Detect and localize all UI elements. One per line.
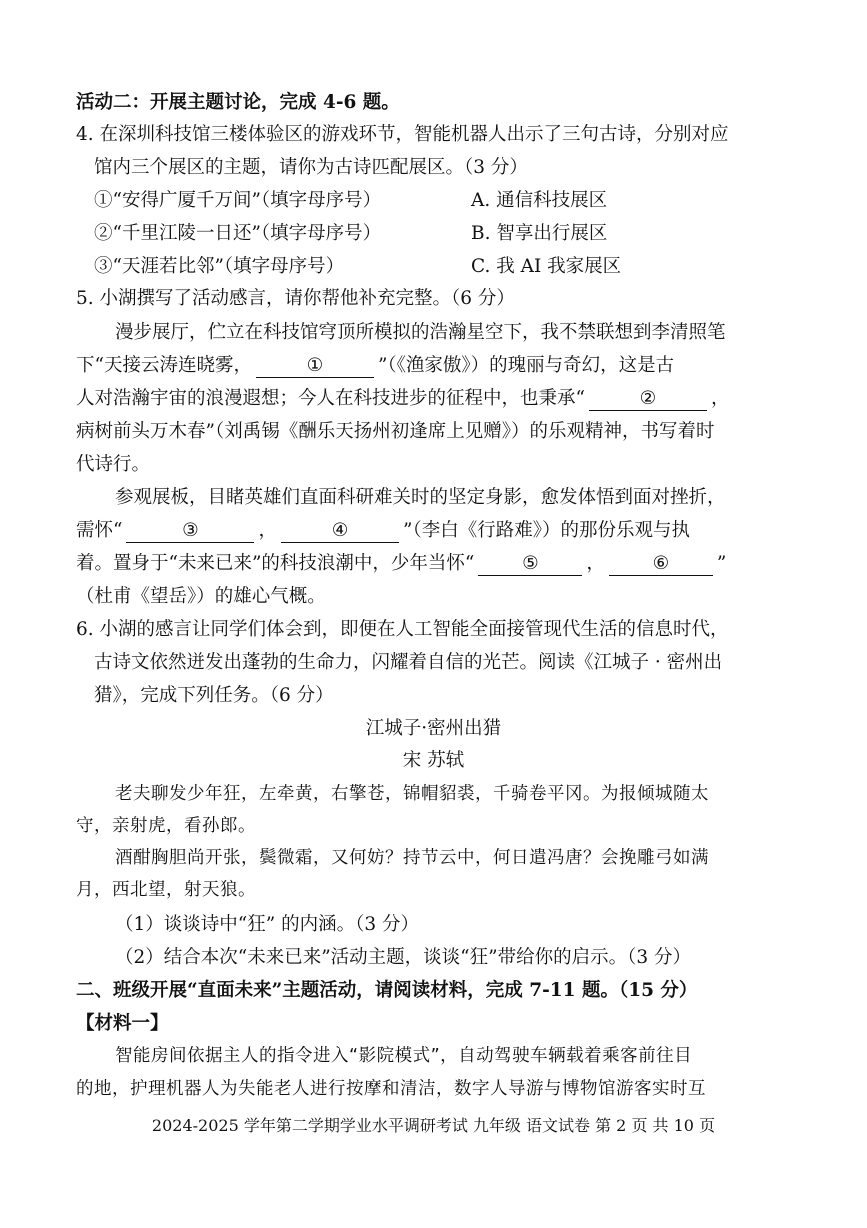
q5-para2-line1: 参观展板，目睹英雄们直面科研难关时的坚定身影，愈发体悟到面对挫折，: [115, 487, 726, 508]
poem-author: 宋 苏轼: [402, 750, 465, 771]
fill-blank-5[interactable]: ⑤: [478, 555, 582, 576]
q4-poem-3: ③“天涯若比邻”（填字母序号）: [94, 256, 345, 277]
poem-line-2: 守，亲射虎，看孙郎。: [76, 816, 256, 836]
q5-para1-line2: [76, 357, 674, 378]
q5-text: ，: [258, 520, 277, 541]
q5-text: ”（李白《行路难》）的那份乐观与执: [402, 520, 690, 541]
material-one-line-2: 的地，护理机器人为失能老人进行按摩和清洁，数字人导游与博物馆游客实时互: [76, 1079, 706, 1099]
q5-text: ”（《渔家傲》）的瑰丽与奇幻，这是古: [377, 355, 675, 376]
q6-task-1: （1）谈谈诗中“狂” 的内涵。（3 分）: [115, 914, 419, 935]
poem-line-3: 酒酣胸胆尚开张，鬓微霜，又何妨？持节云中，何日遣冯唐？会挽雕弓如满: [115, 848, 709, 868]
q5-para1-line3: [76, 390, 729, 411]
material-one-line-1: 智能房间依据主人的指令进入“影院模式”，自动驾驶车辆载着乘客前往目: [115, 1046, 693, 1066]
q4-option-a: A. 通信科技展区: [471, 190, 608, 211]
question-6-line-1: 6. 小湖的感言让同学们体会到，即便在人工智能全面接管现代生活的信息时代，: [76, 619, 729, 640]
fill-blank-4[interactable]: ④: [281, 522, 399, 543]
q5-para1-line5: 代诗行。: [76, 454, 151, 475]
poem-line-1: 老夫聊发少年狂，左牵黄，右擎苍，锦帽貂裘，千骑卷平冈。为报倾城随太: [115, 784, 709, 804]
q4-option-b: B. 智享出行展区: [471, 223, 608, 244]
question-5-title: 5. 小湖撰写了活动感言，请你帮他补充完整。（6 分）: [76, 288, 515, 309]
section-two-heading: 二、班级开展“直面未来”主题活动，请阅读材料，完成 7-11 题。（15 分）: [76, 980, 698, 1001]
fill-blank-3[interactable]: ③: [126, 522, 254, 543]
material-one-label: 【材料一】: [76, 1013, 169, 1034]
q4-poem-2: ②“千里江陵一日还”（填字母序号）: [94, 223, 382, 244]
q5-text: ，: [586, 553, 605, 574]
q5-para2-line3: [76, 555, 726, 576]
q5-text: ”: [716, 553, 727, 574]
q5-para1-line4: 病树前头万木春”（刘禹锡《酬乐天扬州初逢席上见赠》）的乐观精神，书写着时: [76, 421, 715, 442]
q4-option-c: C. 我 AI 我家展区: [471, 256, 622, 277]
q6-task-2: （2）结合本次“未来已来”活动主题，谈谈“狂”带给你的启示。（3 分）: [115, 947, 692, 968]
q5-text: 下“天接云涛连晓雾，: [76, 355, 252, 376]
q5-para1-line1: 漫步展厅，伫立在科技馆穹顶所模拟的浩瀚星空下，我不禁联想到李清照笔: [115, 322, 726, 343]
q5-text: 着。置身于“未来已来”的科技浪潮中，少年当怀“: [76, 553, 475, 574]
fill-blank-2[interactable]: ②: [589, 390, 707, 411]
q4-poem-1: ①“安得广厦千万间”（填字母序号）: [94, 190, 382, 211]
q5-text: ，: [710, 388, 730, 409]
poem-title: 江城子·密州出猎: [365, 718, 502, 739]
q5-text: 需怀“: [76, 520, 123, 541]
fill-blank-1[interactable]: ①: [256, 357, 374, 378]
fill-blank-6[interactable]: ⑥: [609, 555, 713, 576]
question-4-line-2: 馆内三个展区的主题，请你为古诗匹配展区。（3 分）: [94, 157, 528, 178]
activity-two-heading: 活动二：开展主题讨论，完成 4-6 题。: [76, 92, 400, 113]
poem-line-4: 月，西北望，射天狼。: [76, 880, 256, 900]
question-4-line-1: 4. 在深圳科技馆三楼体验区的游戏环节，智能机器人出示了三句古诗，分别对应: [76, 124, 729, 145]
page-footer: 2024-2025 学年第二学期学业水平调研考试 九年级 语文试卷 第 2 页 共 10 页: [151, 1116, 716, 1135]
q5-text: 人对浩瀚宇宙的浪漫遐想；今人在科技进步的征程中，也秉承“: [76, 388, 585, 409]
question-6-line-2: 古诗文依然迸发出蓬勃的生命力，闪耀着自信的光芒。阅读《江城子 · 密州出: [94, 652, 723, 673]
q5-para2-line4: （杜甫《望岳》）的雄心气概。: [76, 586, 326, 607]
q5-para2-line2: [76, 522, 690, 543]
question-6-line-3: 猎》，完成下列任务。（6 分）: [94, 685, 334, 706]
